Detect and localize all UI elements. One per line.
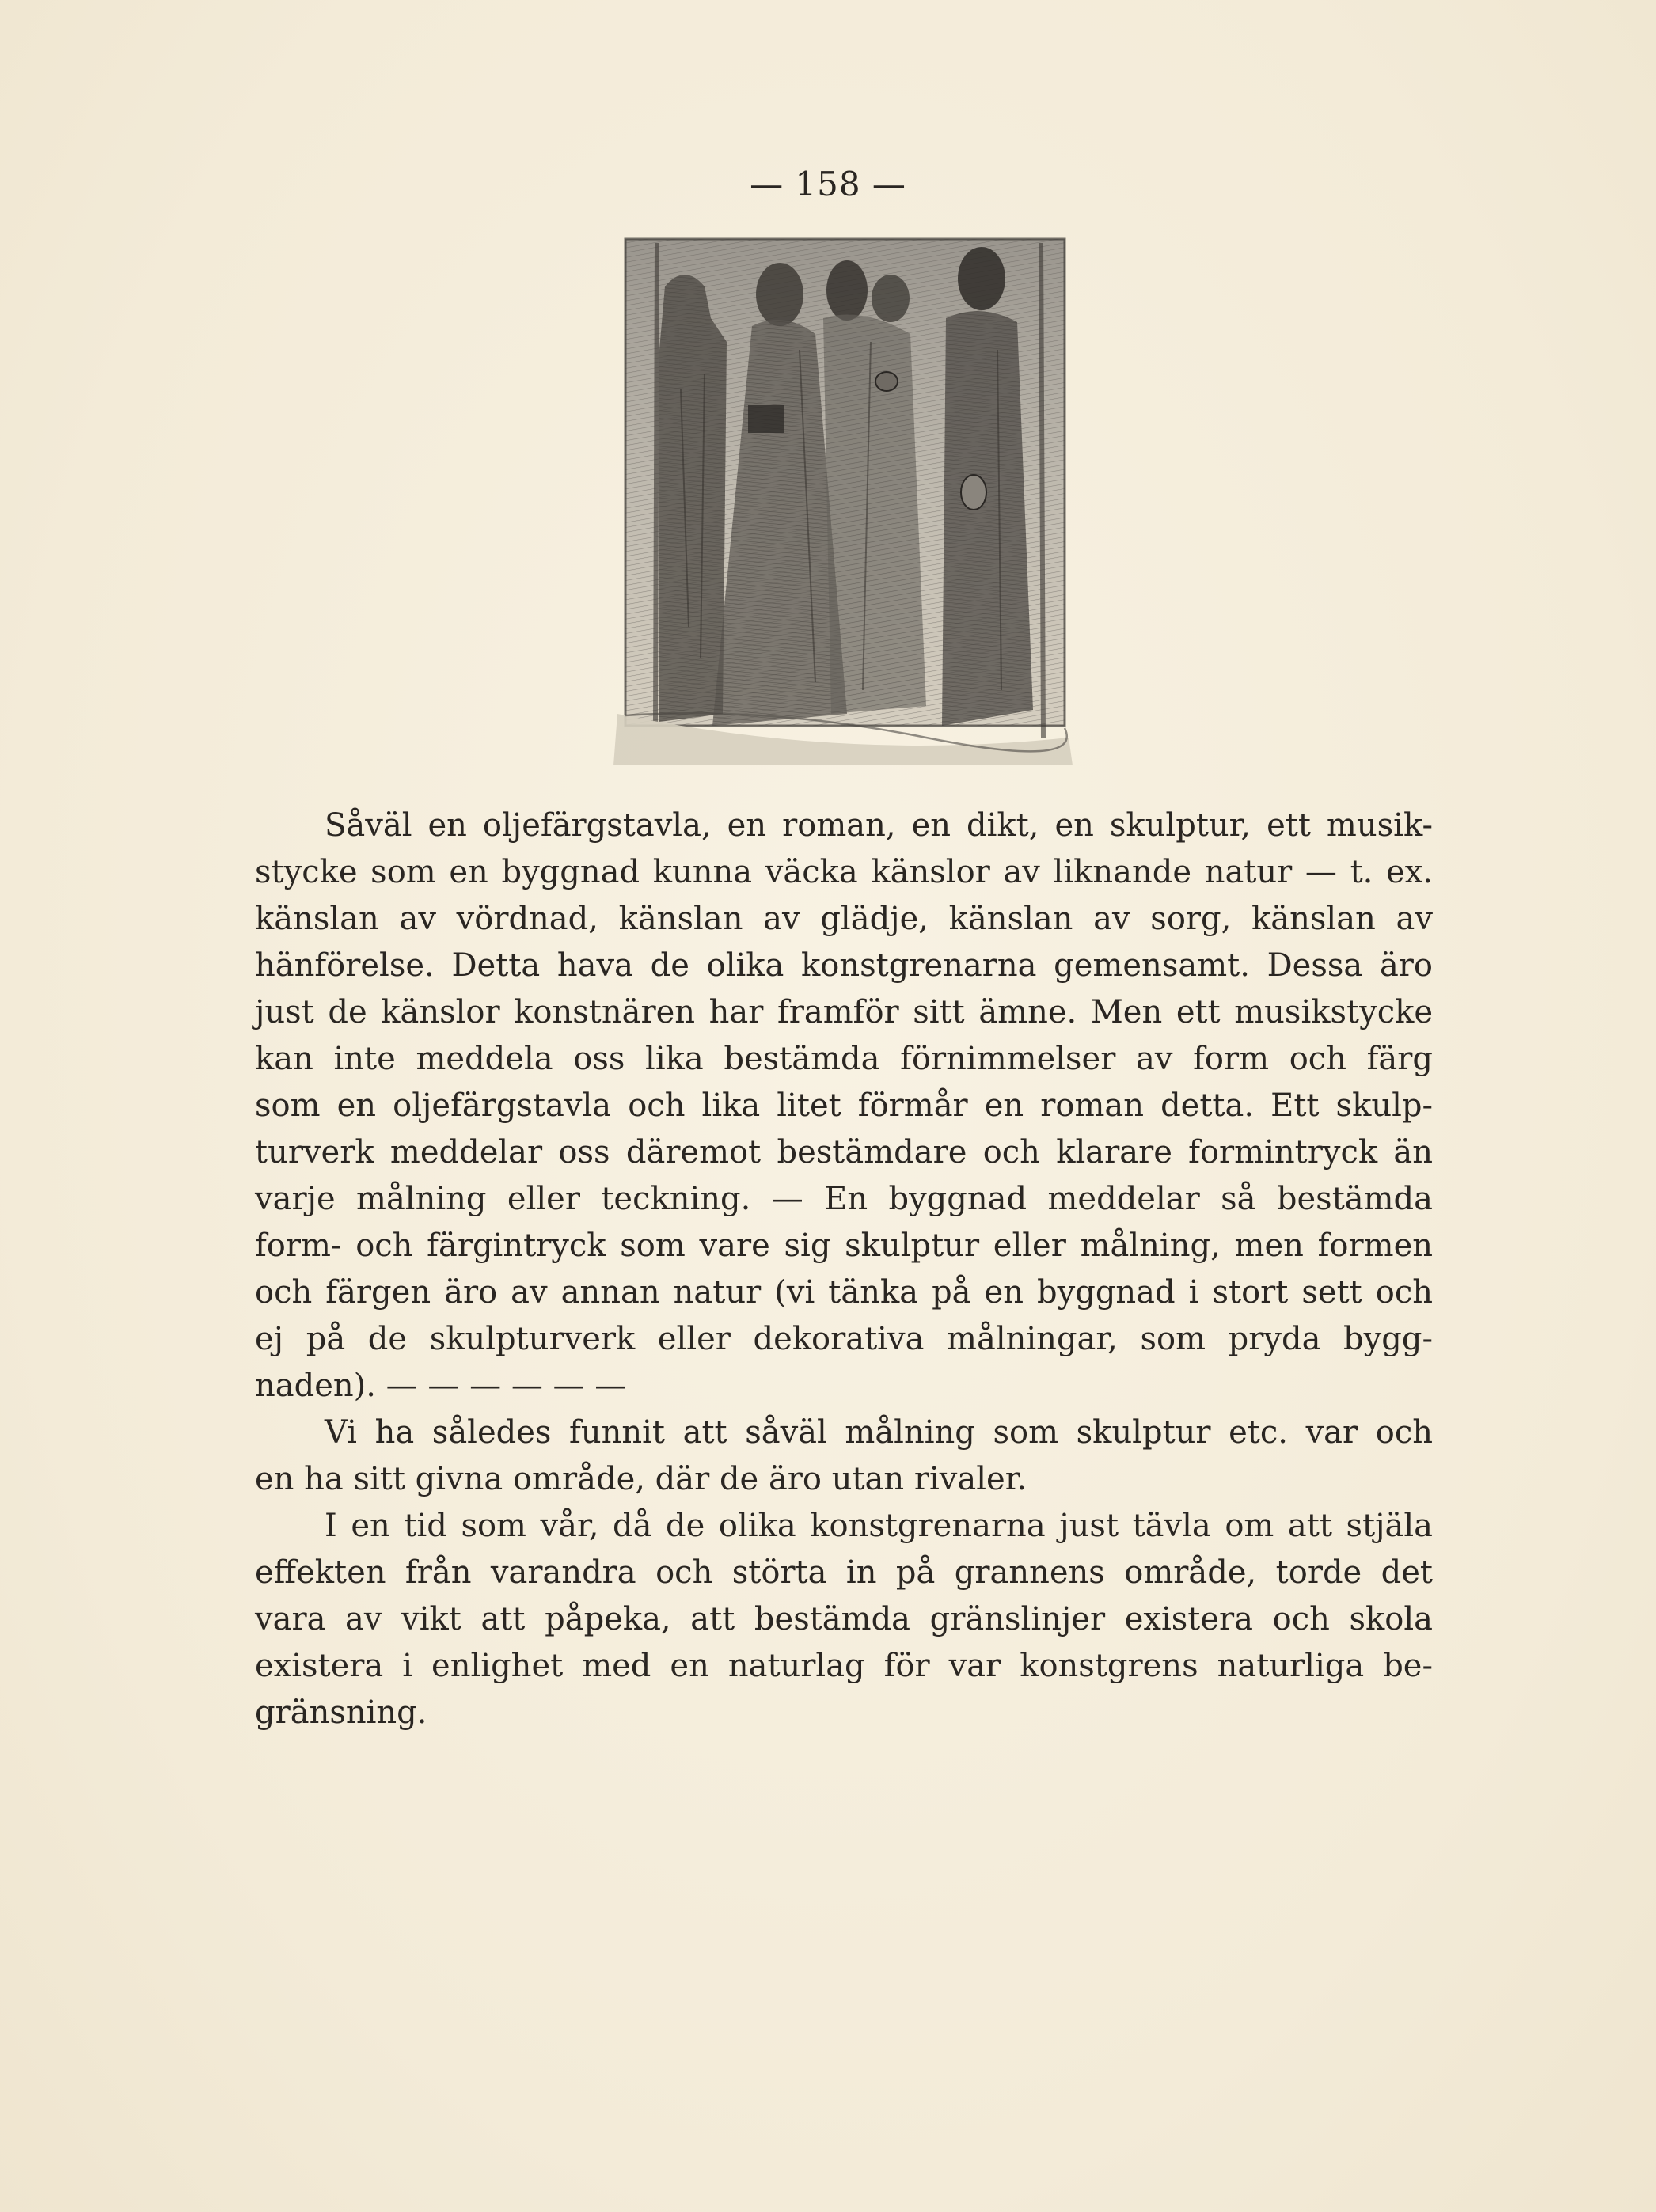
text-line: existera i enlighet med en naturlag för var konstgrens naturliga be-: [255, 1648, 1433, 1684]
text-line: känslan av vördnad, känslan av glädje, känslan av sorg, känslan av: [255, 901, 1433, 937]
text-line: hänförelse. Detta hava de olika konstgrenarna gemensamt. Dessa äro: [255, 947, 1433, 984]
paragraph-2: [255, 1410, 1433, 1503]
text-line: turverk meddelar oss däremot bestämdare och klarare formintryck än: [255, 1134, 1433, 1171]
text-line: varje målning eller teckning. — En byggnad meddelar så bestämda: [255, 1181, 1433, 1217]
text-line: som en oljefärgstavla och lika litet förmår en roman detta. Ett skulp-: [255, 1087, 1433, 1124]
text-line: ej på de skulpturverk eller dekorativa målningar, som pryda bygg-: [255, 1321, 1433, 1357]
text-line: I en tid som vår, då de olika konstgrenarna just tävla om att stjäla: [325, 1508, 1433, 1544]
paragraph-3: [255, 1503, 1433, 1736]
text-line: vara av vikt att påpeka, att bestämda gränslinjer existera och skola: [255, 1601, 1433, 1637]
text-line: naden). — — — — — —: [255, 1368, 627, 1404]
text-line: Såväl en oljefärgstavla, en roman, en dikt, en skulptur, ett musik-: [325, 807, 1433, 844]
text-line: effekten från varandra och störta in på grannens område, torde det: [255, 1554, 1433, 1591]
text-line: form- och färgintryck som vare sig skulptur eller målning, men formen: [255, 1227, 1433, 1264]
text-line: en ha sitt givna område, där de äro utan rivaler.: [255, 1461, 1027, 1497]
text-line: just de känslor konstnären har framför sitt ämne. Men ett musikstycke: [255, 994, 1433, 1030]
text-line: kan inte meddela oss lika bestämda förnimmelser av form och färg: [255, 1041, 1433, 1077]
body-text: [255, 802, 1433, 1736]
text-line: stycke som en byggnad kunna väcka känslor av liknande natur — t. ex.: [255, 854, 1433, 890]
sketch-illustration: [610, 231, 1077, 769]
text-line: Vi ha således funnit att såväl målning som skulptur etc. var och: [325, 1414, 1433, 1451]
text-line: och färgen äro av annan natur (vi tänka på en byggnad i stort sett och: [255, 1274, 1433, 1311]
paragraph-1: [255, 802, 1433, 1410]
text-line: gränsning.: [255, 1694, 427, 1731]
figures-sketch: [610, 231, 1077, 769]
page-number: — 158 —: [750, 165, 906, 203]
